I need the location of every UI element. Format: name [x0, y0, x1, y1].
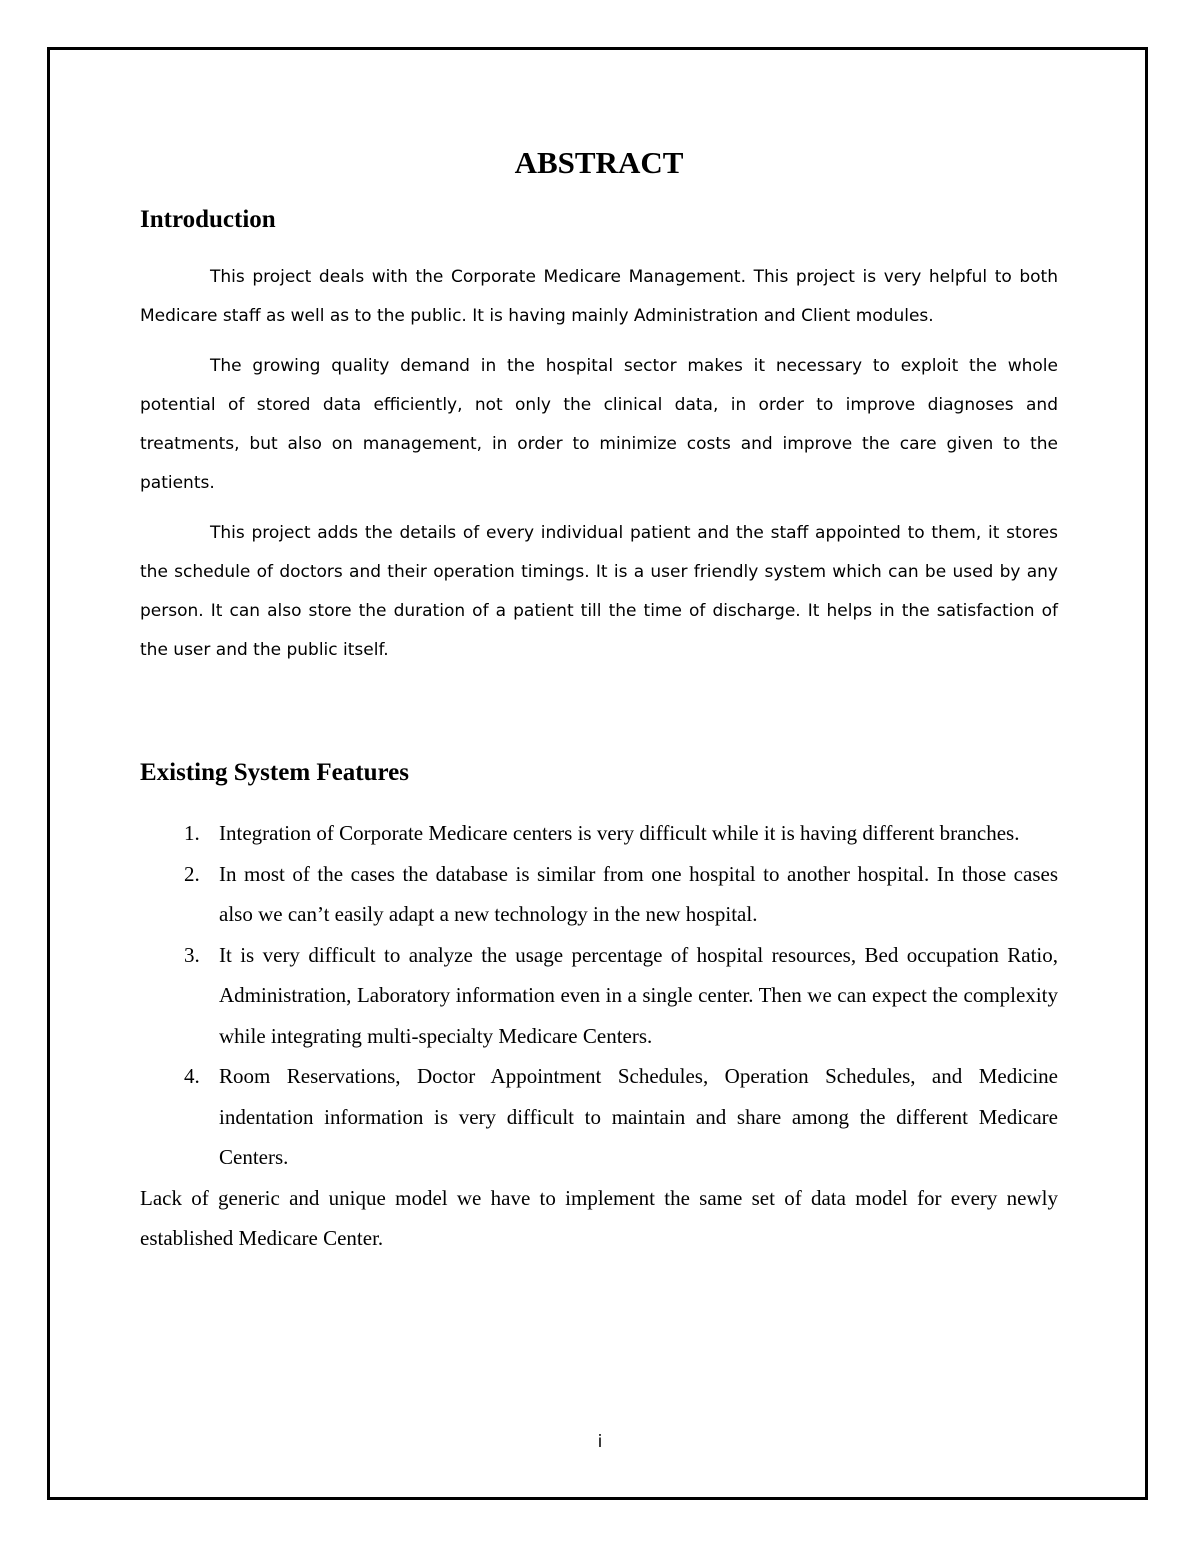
- list-item-number: 4.: [184, 1064, 200, 1088]
- introduction-heading: Introduction: [140, 206, 276, 233]
- introduction-paragraph: The growing quality demand in the hospital sector makes it necessary to exploit the whole potential of stored data efficiently, not only the clinical data, in order to improve diagnoses and treatments, but also on management, in order to minimize costs and improve the care given to the patients.: [140, 356, 1058, 493]
- list-item-text: Integration of Corporate Medicare centers is very difficult while it is having different branches.: [219, 821, 1020, 845]
- introduction-paragraph: This project deals with the Corporate Medicare Management. This project is very helpful to both Medicare staff as well as to the public. It is having mainly Administration and Client modules.: [140, 267, 1058, 326]
- closing-paragraph: Lack of generic and unique model we have to implement the same set of data model for every newly established Medicare Center.: [140, 1185, 1058, 1250]
- page-number: i: [597, 1432, 603, 1452]
- list-item: [140, 1056, 1058, 1178]
- page-title: ABSTRACT: [514, 145, 684, 180]
- introduction-paragraph: This project adds the details of every individual patient and the staff appointed to them, it stores the schedule of doctors and their operation timings. It is a user friendly system which can be used by any person. It can also store the duration of a patient till the time of discharge. It helps in the satisfaction of the user and the public itself.: [140, 523, 1058, 660]
- existing-system-heading: Existing System Features: [140, 759, 409, 786]
- list-item-text: In most of the cases the database is similar from one hospital to another hospital. In those cases also we can’t easily adapt a new technology in the new hospital.: [219, 861, 1058, 926]
- list-item: [140, 854, 1058, 935]
- list-item-text: It is very difficult to analyze the usage percentage of hospital resources, Bed occupation Ratio, Administration, Laboratory information even in a single center. Then we can expect the complexity while integrating multi-specialty Medicare Centers.: [219, 942, 1058, 1048]
- document-body: [140, 140, 1058, 1259]
- list-item: [140, 935, 1058, 1057]
- list-item-text: Room Reservations, Doctor Appointment Schedules, Operation Schedules, and Medicine indentation information is very difficult to maintain and share among the different Medicare Centers.: [219, 1064, 1058, 1169]
- list-item-number: 2.: [184, 861, 200, 886]
- list-item: [140, 813, 1058, 854]
- list-item-number: 1.: [184, 821, 200, 845]
- feature-list: [140, 813, 1058, 1178]
- list-item-number: 3.: [184, 942, 200, 967]
